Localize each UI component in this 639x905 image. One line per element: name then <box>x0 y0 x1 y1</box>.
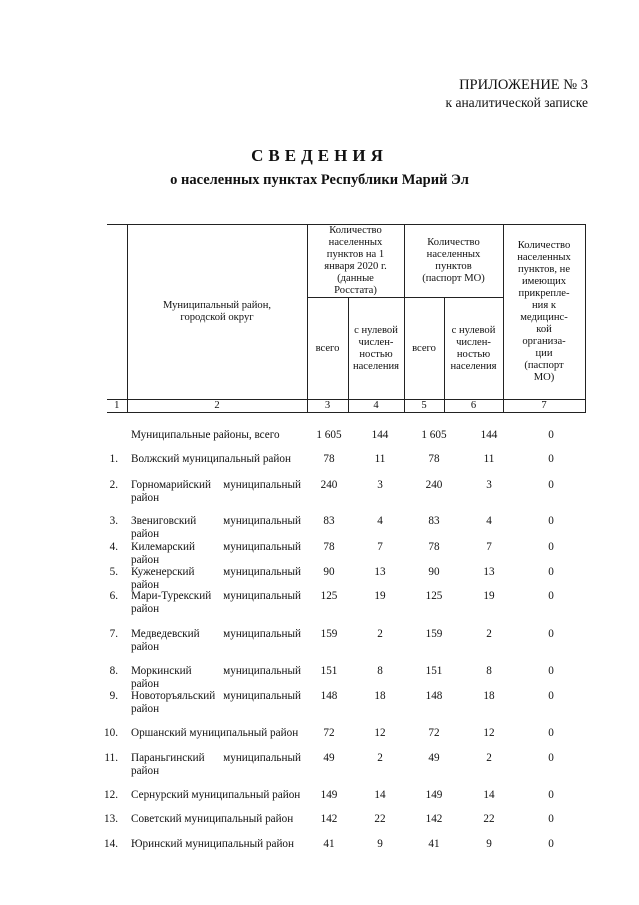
document-subtitle: о населенных пунктах Республики Марий Эл <box>170 172 469 188</box>
passport-zero: 22 <box>483 813 495 825</box>
rosstat-zero: 3 <box>377 479 383 491</box>
passport-zero: 2 <box>486 628 492 640</box>
rosstat-zero: 2 <box>377 752 383 764</box>
row-number: 6. <box>109 590 118 602</box>
district-name: Сернурский муниципальный район <box>131 789 301 801</box>
rosstat-zero: 18 <box>374 690 386 702</box>
rosstat-total: 41 <box>323 838 335 850</box>
rosstat-zero: 19 <box>374 590 386 602</box>
passport-total: 41 <box>428 838 440 850</box>
rosstat-total: 72 <box>323 727 335 739</box>
district-name: Волжский муниципальный район <box>131 453 291 465</box>
row-number: 13. <box>104 813 118 825</box>
no-attachment: 0 <box>548 628 554 640</box>
district-name: Медведевский муниципальный район <box>131 628 301 653</box>
passport-zero: 4 <box>486 515 492 527</box>
appendix-label: ПРИЛОЖЕНИЕ № 3 <box>459 77 588 93</box>
passport-zero: 19 <box>483 590 495 602</box>
rosstat-total: 148 <box>320 690 338 702</box>
passport-zero: 18 <box>483 690 495 702</box>
rosstat-total: 78 <box>323 541 335 553</box>
district-name: Килемарский муниципальный район <box>131 541 301 566</box>
no-attachment: 0 <box>548 590 554 602</box>
rosstat-total: 1 605 <box>316 429 342 441</box>
passport-total: 149 <box>425 789 443 801</box>
document-title: СВЕДЕНИЯ <box>251 146 388 165</box>
passport-zero: 14 <box>483 789 495 801</box>
no-attachment: 0 <box>548 566 554 578</box>
rosstat-total: 78 <box>323 453 335 465</box>
row-number: 3. <box>109 515 118 527</box>
rosstat-total: 159 <box>320 628 338 640</box>
passport-total: 78 <box>428 453 440 465</box>
passport-zero: 13 <box>483 566 495 578</box>
header-group-passport: Количество населенных пунктов (паспорт МО) <box>404 225 503 298</box>
row-number: 14. <box>104 838 118 850</box>
no-attachment: 0 <box>548 690 554 702</box>
passport-zero: 2 <box>486 752 492 764</box>
district-name: Юринский муниципальный район <box>131 838 295 850</box>
rosstat-total: 83 <box>323 515 335 527</box>
header-index-cell <box>107 225 127 400</box>
passport-zero: 9 <box>486 838 492 850</box>
header-rosstat-zero: с нулевой числен-ностью населения <box>348 298 404 400</box>
district-name: Муниципальные районы, всего <box>131 429 280 441</box>
passport-zero: 3 <box>486 479 492 491</box>
passport-total: 1 605 <box>421 429 447 441</box>
header-passport-total: всего <box>404 298 444 400</box>
rosstat-zero: 7 <box>377 541 383 553</box>
passport-total: 148 <box>425 690 443 702</box>
passport-zero: 8 <box>486 665 492 677</box>
no-attachment: 0 <box>548 727 554 739</box>
row-number: 7. <box>109 628 118 640</box>
header-no-attachment: Количество населенных пунктов, не имеющих прикрепле-ния к медицинс-кой организа-ции (паспорт МО) <box>503 225 585 400</box>
rosstat-zero: 8 <box>377 665 383 677</box>
passport-total: 159 <box>425 628 443 640</box>
passport-zero: 12 <box>483 727 495 739</box>
column-number: 6 <box>444 400 503 413</box>
no-attachment: 0 <box>548 515 554 527</box>
passport-total: 151 <box>425 665 443 677</box>
rosstat-total: 142 <box>320 813 338 825</box>
row-number: 8. <box>109 665 118 677</box>
rosstat-zero: 2 <box>377 628 383 640</box>
rosstat-zero: 9 <box>377 838 383 850</box>
no-attachment: 0 <box>548 789 554 801</box>
passport-total: 125 <box>425 590 443 602</box>
passport-total: 240 <box>425 479 443 491</box>
passport-total: 142 <box>425 813 443 825</box>
rosstat-zero: 13 <box>374 566 386 578</box>
row-number: 2. <box>109 479 118 491</box>
district-name: Параньгинский муниципальный район <box>131 752 301 777</box>
passport-zero: 7 <box>486 541 492 553</box>
district-name: Звениговский муниципальный район <box>131 515 301 540</box>
row-number: 5. <box>109 566 118 578</box>
no-attachment: 0 <box>548 453 554 465</box>
rosstat-total: 151 <box>320 665 338 677</box>
rosstat-zero: 144 <box>371 429 389 441</box>
rosstat-total: 125 <box>320 590 338 602</box>
header-district: Муниципальный район, городской округ <box>127 225 307 400</box>
header-group-rosstat: Количество населенных пунктов на 1 января 2020 г. (данные Росстата) <box>307 225 404 298</box>
appendix-reference: к аналитической записке <box>445 95 588 110</box>
district-name: Моркинский муниципальный район <box>131 665 301 690</box>
district-name: Горномарийский муниципальный район <box>131 479 301 504</box>
passport-total: 72 <box>428 727 440 739</box>
row-number: 9. <box>109 690 118 702</box>
rosstat-total: 149 <box>320 789 338 801</box>
row-number: 11. <box>104 752 118 764</box>
rosstat-zero: 22 <box>374 813 386 825</box>
header-passport-zero: с нулевой числен-ностью населения <box>444 298 503 400</box>
column-number: 4 <box>348 400 404 413</box>
no-attachment: 0 <box>548 479 554 491</box>
column-number: 7 <box>503 400 585 413</box>
rosstat-total: 240 <box>320 479 338 491</box>
passport-total: 49 <box>428 752 440 764</box>
column-number: 3 <box>307 400 348 413</box>
district-name: Новоторъяльский муниципальный район <box>131 690 301 715</box>
column-number: 2 <box>127 400 307 413</box>
rosstat-total: 49 <box>323 752 335 764</box>
table-header <box>107 224 586 413</box>
row-number: 12. <box>104 789 118 801</box>
no-attachment: 0 <box>548 429 554 441</box>
district-name: Советский муниципальный район <box>131 813 294 825</box>
header-rosstat-total: всего <box>307 298 348 400</box>
rosstat-zero: 11 <box>374 453 386 465</box>
district-name: Мари-Турекский муниципальный район <box>131 590 301 615</box>
district-name: Оршанский муниципальный район <box>131 727 299 739</box>
passport-zero: 11 <box>483 453 495 465</box>
no-attachment: 0 <box>548 813 554 825</box>
passport-zero: 144 <box>480 429 498 441</box>
row-number: 10. <box>104 727 118 739</box>
no-attachment: 0 <box>548 665 554 677</box>
no-attachment: 0 <box>548 838 554 850</box>
rosstat-zero: 12 <box>374 727 386 739</box>
no-attachment: 0 <box>548 541 554 553</box>
column-number: 5 <box>404 400 444 413</box>
rosstat-zero: 4 <box>377 515 383 527</box>
appendix-note <box>446 76 588 112</box>
passport-total: 90 <box>428 566 440 578</box>
row-number: 1. <box>109 453 118 465</box>
district-name: Куженерский муниципальный район <box>131 566 301 591</box>
passport-total: 78 <box>428 541 440 553</box>
column-number: 1 <box>107 400 127 413</box>
rosstat-zero: 14 <box>374 789 386 801</box>
passport-total: 83 <box>428 515 440 527</box>
no-attachment: 0 <box>548 752 554 764</box>
rosstat-total: 90 <box>323 566 335 578</box>
row-number: 4. <box>109 541 118 553</box>
